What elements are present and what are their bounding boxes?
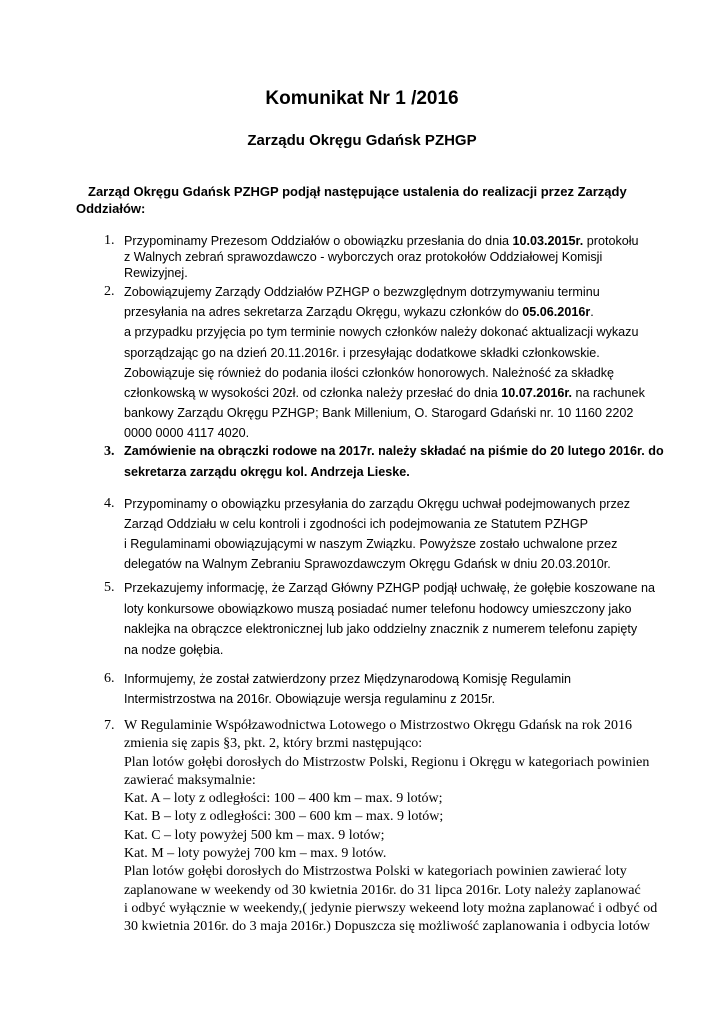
item-line: W Regulaminie Współzawodnictwa Lotowego o Mistrzostwo Okręgu Gdańsk na rok 2016 [124, 718, 633, 733]
item-line: 30 kwietnia 2016r. do 3 maja 2016r.) Dopuszcza się możliwość zaplanowania i odbycia lotów [124, 919, 651, 935]
item-line: Zobowiązujemy Zarządy Oddziałów PZHGP o bezwzględnym dotrzymywaniu terminu [124, 285, 600, 299]
item-line: Przypominamy Prezesom Oddziałów o obowiązku przesłania do dnia 10.03.2015r. protokołu [124, 234, 639, 248]
item-number: 7. [104, 718, 115, 733]
item-line: i Regulaminami obowiązującymi w naszym Związku. Powyższe zostało uchwalone przez [124, 537, 618, 551]
item-line: z Walnych zebrań sprawozdawczo - wyborczych oraz protokołów Oddziałowej Komisji [124, 250, 603, 264]
item-body [124, 233, 644, 281]
document-title: Komunikat Nr 1 /2016 [265, 88, 459, 109]
intro-line: Oddziałów: [76, 201, 146, 216]
item-line: Kat. C – loty powyżej 500 km – max. 9 lotów; [124, 827, 385, 843]
item-body [124, 578, 656, 660]
item-line: Zarząd Oddziału w celu kontroli i zgodności ich podejmowania ze Statutem PZHGP [124, 517, 589, 531]
item-line: zmienia się zapis §3, pkt. 2, który brzmi następująco: [124, 736, 423, 752]
item-line: Plan lotów gołębi dorosłych do Mistrzostw Polski, Regionu i Okręgu w kategoriach powinien [124, 754, 650, 770]
item-number: 2. [104, 284, 115, 299]
item-line: a przypadku przyjęcia po tym terminie nowych członków należy dokonać aktualizacji wykazu [124, 325, 639, 340]
item-body [124, 282, 644, 444]
item-number: 3. [104, 444, 115, 459]
item-line: przesyłania na adres sekretarza Zarządu Okręgu, wykazu członków do 05.06.2016r. [124, 305, 594, 320]
item-body [124, 494, 644, 574]
document-subtitle: Zarządu Okręgu Gdańsk PZHGP [247, 132, 477, 149]
item-line: zaplanowane w weekendy od 30 kwietnia 2016r. do 31 lipca 2016r. Loty należy zaplanować [124, 882, 641, 898]
intro-paragraph [76, 183, 648, 217]
item-line: sporządzając go na dzień 20.11.2016r. i przesyłając dodatkowe składki członkowskie. [124, 345, 600, 360]
item-line: na nodze gołębia. [124, 642, 224, 657]
item-line: 0000 0000 4117 4020. [124, 426, 250, 441]
item-line: Przekazujemy informację, że Zarząd Główny PZHGP podjął uchwałę, że gołębie koszowane na [124, 581, 656, 595]
item-line: sekretarza zarządu okręgu kol. Andrzeja Lieske. [124, 465, 410, 479]
item-line: Plan lotów gołębi dorosłych do Mistrzostwa Polski w kategoriach powinien zawierać loty [124, 864, 627, 880]
item-line: Kat. A – loty z odległości: 100 – 400 km – max. 9 lotów; [124, 791, 443, 807]
item-line: bankowy Zarządu Okręgu PZHGP; Bank Millenium, O. Starogard Gdański nr. 10 1160 2202 [124, 406, 634, 421]
item-line: Informujemy, że został zatwierdzony przez Międzynarodową Komisję Regulamin [124, 672, 572, 686]
intro-line: Zarząd Okręgu Gdańsk PZHGP podjął następujące ustalenia do realizacji przez Zarządy [88, 184, 627, 199]
item-body [124, 669, 644, 709]
item-number: 4. [104, 496, 115, 511]
item-line: naklejka na obrączce elektronicznej lub jako oddzielny znacznik z numerem telefonu zapięty [124, 622, 638, 636]
item-number: 5. [104, 580, 115, 595]
item-line: zawierać maksymalnie: [124, 772, 256, 788]
item-body [124, 441, 664, 483]
item-line: i odbyć wyłącznie w weekendy,( jedynie pierwszy wekeend loty można zaplanować i odbyć od [124, 900, 658, 916]
item-line: loty konkursowe obowiązkowo muszą posiadać numer telefonu hodowcy umieszczony jako [124, 601, 632, 616]
item-body [124, 717, 658, 937]
item-line: Kat. B – loty z odległości: 300 – 600 km – max. 9 lotów; [124, 809, 444, 825]
item-line: delegatów na Walnym Zebraniu Sprawozdawczym Okręgu Gdańsk w dniu 20.03.2010r. [124, 557, 611, 571]
item-line: Intermistrzostwa na 2016r. Obowiązuje wersja regulaminu z 2015r. [124, 692, 495, 706]
item-line: Zobowiązuje się również do podania ilości członków honorowych. Należność za składkę [124, 365, 615, 380]
item-number: 1. [104, 233, 115, 248]
item-line: Kat. M – loty powyżej 700 km – max. 9 lotów. [124, 846, 387, 862]
item-line: Zamówienie na obrączki rodowe na 2017r. należy składać na piśmie do 20 lutego 2016r. do [124, 444, 664, 458]
item-number: 6. [104, 671, 115, 686]
item-line: członkowską w wysokości 20zł. od członka należy przesłać do dnia 10.07.2016r. na rachunek [124, 386, 645, 401]
item-line: Rewizyjnej. [124, 266, 188, 280]
item-line: Przypominamy o obowiązku przesyłania do zarządu Okręgu uchwał podejmowanych przez [124, 497, 631, 511]
